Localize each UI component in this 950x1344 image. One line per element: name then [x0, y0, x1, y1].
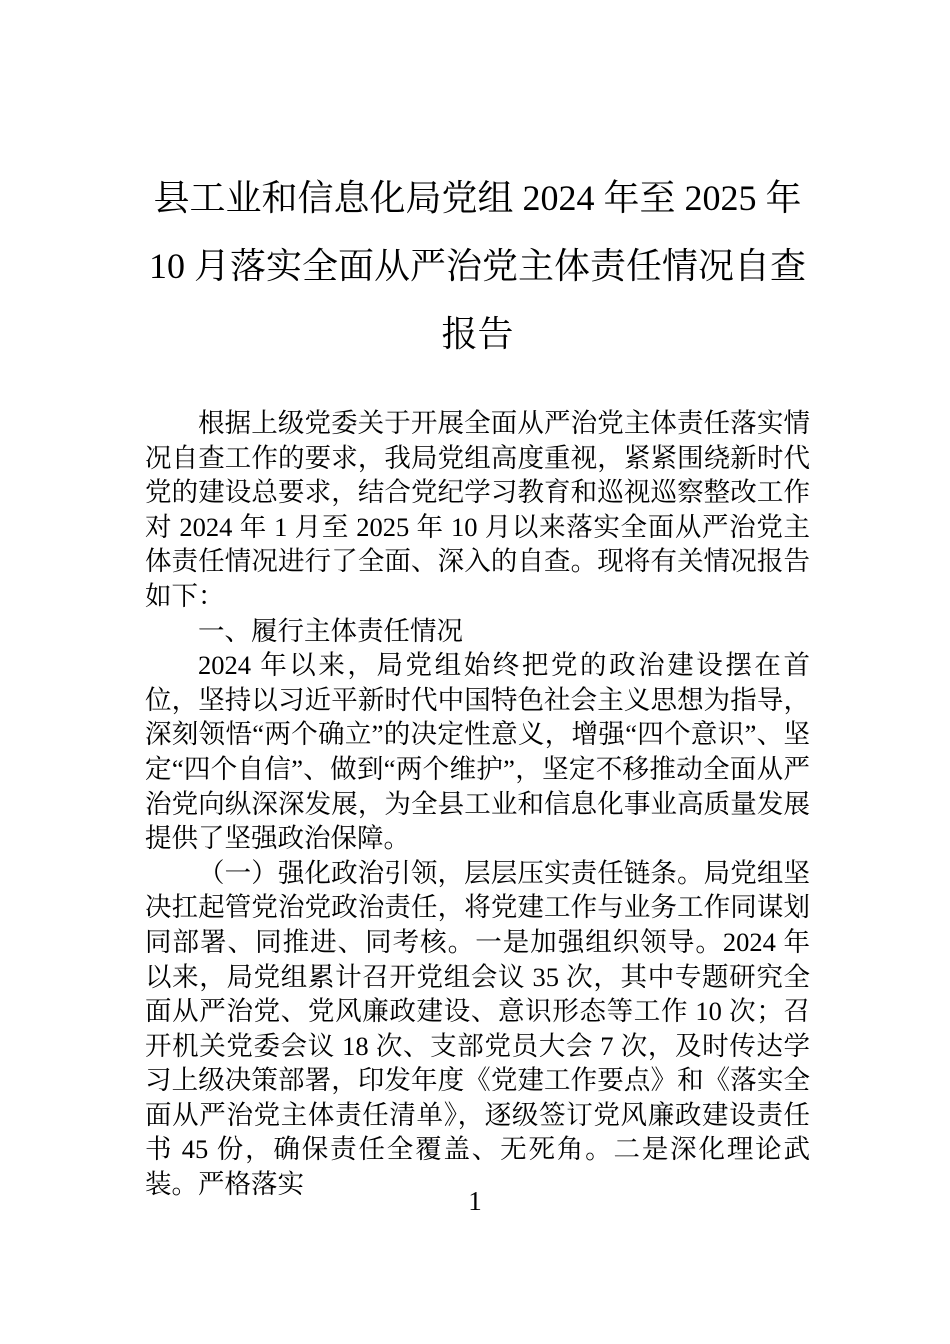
- paragraph-overview: 2024 年以来，局党组始终把党的政治建设摆在首位，坚持以习近平新时代中国特色社会主义思想为指导，深刻领悟“两个确立”的决定性意义，增强“四个意识”、坚定“四个自信”、做到“两个维护”，坚定不移推动全面从严治党向纵深深发展，为全县工业和信息化事业高质量发展提供了坚强政治保障。: [145, 650, 810, 854]
- document-title-line-1: 县工业和信息化局党组 2024 年至 2025 年: [153, 178, 802, 218]
- paragraph-section-1-1: （一）强化政治引领，层层压实责任链条。局党组坚决扛起管党治党政治责任，将党建工作与业务工作同谋划同部署、同推进、同考核。一是加强组织领导。2024 年以来，局党组累计召开党组会议 35 次，其中专题研究全面从严治党、党风廉政建设、意识形态等工作 10 次；召开机关党委会议 18 次、支部党员大会 7 次，及时传达学习上级决策部署，印发年度《党建工作要点》和《落实全面从严治党主体责任清单》，逐级签订党风廉政建设责任书 45 份，确保责任全覆盖、无死角。二是深化理论武装。严格落实: [145, 857, 810, 1200]
- document-title-line-2: 10 月落实全面从严治党主体责任情况自查: [148, 246, 806, 286]
- paragraph-intro: 根据上级党委关于开展全面从严治党主体责任落实情况自查工作的要求，我局党组高度重视，紧紧围绕新时代党的建设总要求，结合党纪学习教育和巡视巡察整改工作对 2024 年 1 月至 2025 年 10 月以来落实全面从严治党主体责任情况进行了全面、深入的自查。现将有关情况报告如下：: [145, 408, 810, 611]
- document-body: [145, 406, 810, 1202]
- page-number: 1: [468, 1186, 482, 1216]
- document-title: [145, 0, 810, 368]
- section-heading-1: 一、履行主体责任情况: [198, 615, 463, 646]
- document-title-line-3: 报告: [441, 314, 514, 354]
